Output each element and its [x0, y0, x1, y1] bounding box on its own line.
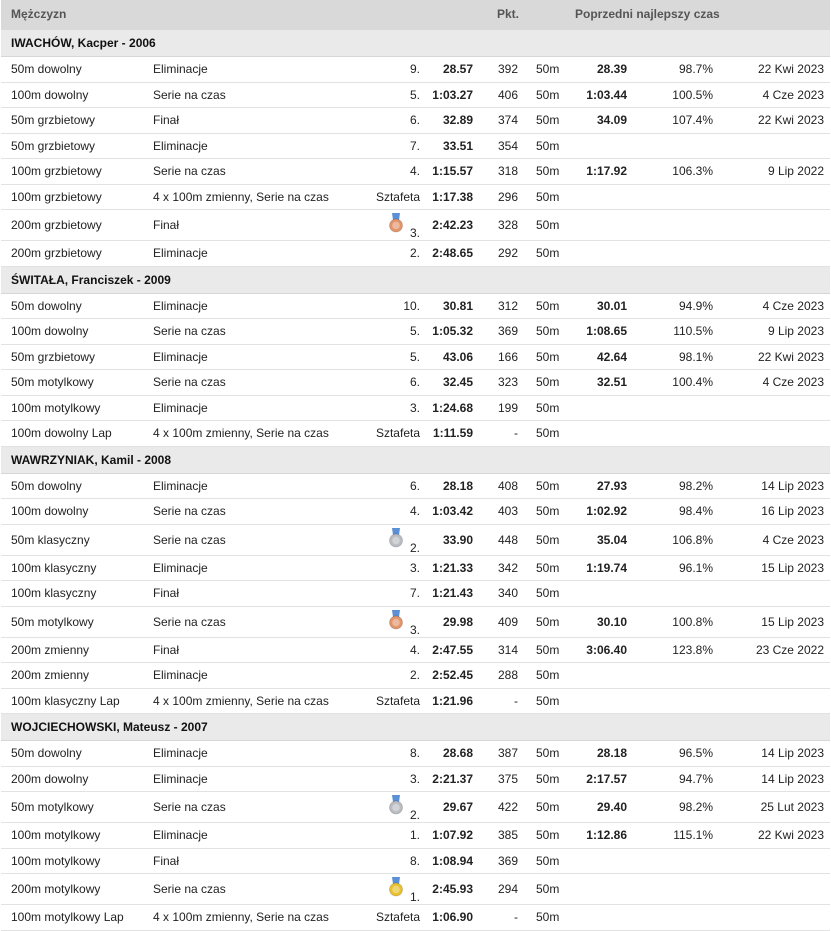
- previous-best-time: 30.01: [596, 298, 627, 313]
- table-row: [1, 741, 830, 767]
- place: 5.: [409, 349, 420, 364]
- previous-best-time: 1:19.74: [586, 560, 627, 575]
- result-time: 1:11.59: [432, 426, 473, 441]
- table-header: [1, 0, 830, 30]
- round-name: Serie na czas: [153, 324, 226, 339]
- pool-length: 50m: [536, 349, 560, 364]
- result-time: 2:21.37: [432, 771, 473, 786]
- round-name: Eliminacje: [153, 349, 208, 364]
- event-name: 100m dowolny: [11, 87, 89, 102]
- place: 2.: [409, 808, 420, 822]
- round-name: Serie na czas: [153, 164, 226, 179]
- previous-best-date: 22 Kwi 2023: [757, 62, 824, 77]
- previous-best-time: 29.40: [596, 800, 627, 814]
- place: 2.: [409, 246, 420, 261]
- pool-length: 50m: [536, 189, 560, 204]
- percent-of-previous: 123.8%: [672, 642, 713, 657]
- points: 328: [497, 218, 518, 232]
- event-name: 100m motylkowy: [11, 853, 101, 868]
- result-time: 1:03.27: [432, 87, 473, 102]
- table-row: [1, 874, 830, 905]
- points: 392: [497, 62, 518, 77]
- place: 3.: [409, 226, 420, 240]
- round-name: 4 x 100m zmienny, Serie na czas: [153, 426, 329, 441]
- place: 6.: [409, 375, 420, 390]
- previous-best-time: 34.09: [596, 113, 627, 128]
- table-row: [1, 581, 830, 607]
- results-table: [1, 0, 830, 931]
- table-row: [1, 823, 830, 849]
- place: 5.: [409, 324, 420, 339]
- result-time: 29.67: [442, 800, 473, 814]
- percent-of-previous: 98.1%: [678, 349, 713, 364]
- round-name: Finał: [153, 853, 180, 868]
- result-time: 28.18: [442, 478, 473, 493]
- round-name: Serie na czas: [153, 504, 226, 519]
- table-body: [1, 30, 830, 931]
- table-row: [1, 474, 830, 500]
- pool-length: 50m: [536, 324, 560, 339]
- points: 294: [497, 882, 518, 896]
- previous-best-date: 22 Kwi 2023: [757, 828, 824, 843]
- percent-of-previous: 94.7%: [678, 771, 713, 786]
- previous-best-date: 14 Lip 2023: [761, 478, 824, 493]
- table-row: [1, 241, 830, 267]
- table-row: [1, 319, 830, 345]
- place: 4.: [409, 642, 420, 657]
- result-time: 1:03.42: [432, 504, 473, 519]
- previous-best-date: 4 Cze 2023: [762, 87, 824, 102]
- pool-length: 50m: [536, 62, 560, 77]
- points: 375: [497, 771, 518, 786]
- place: 8.: [409, 853, 420, 868]
- result-time: 1:24.68: [432, 400, 473, 415]
- previous-best-date: 4 Cze 2023: [762, 298, 824, 313]
- swimmer-name: IWACHÓW, Kacper - 2006: [11, 36, 156, 50]
- percent-of-previous: 100.8%: [672, 614, 713, 629]
- event-name: 50m dowolny: [11, 478, 82, 493]
- place: 7.: [409, 586, 420, 601]
- place: Sztafeta: [375, 693, 420, 708]
- points: 323: [497, 375, 518, 390]
- place: 4.: [409, 164, 420, 179]
- event-name: 50m grzbietowy: [11, 138, 96, 153]
- previous-best-date: 16 Lip 2023: [761, 504, 824, 519]
- previous-best-time: 32.51: [596, 375, 627, 390]
- pool-length: 50m: [536, 400, 560, 415]
- pool-length: 50m: [536, 668, 560, 683]
- previous-best-date: 9 Lip 2023: [767, 324, 824, 339]
- previous-best-time: 2:17.57: [586, 771, 627, 786]
- pool-length: 50m: [536, 882, 560, 896]
- event-name: 100m klasyczny: [11, 586, 97, 601]
- round-name: Serie na czas: [153, 614, 226, 629]
- table-row: [1, 294, 830, 320]
- percent-of-previous: 115.1%: [673, 828, 713, 843]
- result-time: 29.98: [442, 614, 473, 629]
- place: 2.: [409, 540, 420, 555]
- event-name: 100m grzbietowy: [11, 164, 102, 179]
- points: 408: [497, 478, 518, 493]
- pool-length: 50m: [536, 478, 560, 493]
- result-time: 1:21.96: [432, 693, 473, 708]
- event-name: 100m motylkowy Lap: [11, 910, 124, 925]
- points: 342: [497, 560, 518, 575]
- points: 314: [497, 642, 518, 657]
- event-name: 50m motylkowy: [11, 800, 94, 814]
- points: 387: [497, 746, 518, 761]
- round-name: Eliminacje: [153, 400, 208, 415]
- swimmer-name: WAWRZYNIAK, Kamil - 2008: [11, 452, 172, 467]
- result-time: 1:15.57: [432, 164, 473, 179]
- round-name: Eliminacje: [153, 668, 208, 683]
- previous-best-date: 22 Kwi 2023: [757, 349, 824, 364]
- result-time: 2:42.23: [432, 218, 473, 232]
- event-name: 100m motylkowy: [11, 400, 101, 415]
- points: 312: [497, 298, 518, 313]
- round-name: 4 x 100m zmienny, Serie na czas: [153, 910, 329, 925]
- table-row: [1, 767, 830, 793]
- bronze-medal-icon: [389, 213, 403, 233]
- header-gender: Mężczyzn: [11, 7, 67, 21]
- place: 9.: [409, 62, 420, 77]
- previous-best-date: 4 Cze 2023: [762, 375, 824, 390]
- event-name: 100m dowolny: [11, 324, 89, 339]
- swimmer-header: [1, 714, 830, 741]
- round-name: Eliminacje: [153, 828, 208, 843]
- pool-length: 50m: [536, 642, 560, 657]
- place: 8.: [409, 746, 420, 761]
- points: 318: [497, 164, 518, 179]
- event-name: 100m dowolny: [11, 504, 89, 519]
- pool-length: 50m: [536, 853, 560, 868]
- result-time: 30.81: [442, 298, 473, 313]
- percent-of-previous: 110.5%: [673, 324, 713, 339]
- gold-medal-icon: [389, 877, 403, 897]
- event-name: 50m dowolny: [11, 746, 82, 761]
- round-name: Serie na czas: [153, 87, 226, 102]
- points: 340: [497, 586, 518, 601]
- table-row: [1, 663, 830, 689]
- percent-of-previous: 106.3%: [672, 164, 713, 179]
- round-name: Finał: [153, 586, 180, 601]
- place: 3.: [409, 560, 420, 575]
- pool-length: 50m: [536, 504, 560, 519]
- result-time: 33.51: [442, 138, 473, 153]
- previous-best-date: 4 Cze 2023: [762, 532, 824, 547]
- round-name: Finał: [153, 113, 180, 128]
- percent-of-previous: 100.5%: [672, 87, 713, 102]
- percent-of-previous: 98.7%: [678, 62, 713, 77]
- silver-medal-icon: [389, 795, 403, 815]
- result-time: 2:52.45: [432, 668, 473, 683]
- percent-of-previous: 106.8%: [672, 532, 713, 547]
- table-row: [1, 345, 830, 371]
- points: -: [514, 426, 518, 441]
- previous-best-time: 1:03.44: [586, 87, 627, 102]
- result-time: 1:06.90: [432, 910, 473, 925]
- header-previous-best: Poprzedni najlepszy czas: [575, 7, 720, 21]
- previous-best-date: 14 Lip 2023: [761, 746, 824, 761]
- event-name: 200m dowolny: [11, 771, 89, 786]
- round-name: Eliminacje: [153, 746, 208, 761]
- round-name: Eliminacje: [153, 298, 208, 313]
- previous-best-date: 22 Kwi 2023: [757, 113, 824, 128]
- bronze-medal-icon: [389, 610, 403, 630]
- percent-of-previous: 96.5%: [678, 746, 713, 761]
- table-row: [1, 556, 830, 582]
- result-time: 1:07.92: [432, 828, 473, 843]
- points: 448: [497, 532, 518, 547]
- place: 3.: [409, 622, 420, 637]
- round-name: 4 x 100m zmienny, Serie na czas: [153, 693, 329, 708]
- table-row: [1, 134, 830, 160]
- previous-best-time: 3:06.40: [586, 642, 627, 657]
- place: 3.: [409, 400, 420, 415]
- points: 385: [497, 828, 518, 843]
- event-name: 100m klasyczny: [11, 560, 97, 575]
- event-name: 50m dowolny: [11, 62, 82, 77]
- round-name: Eliminacje: [153, 771, 208, 786]
- table-row: [1, 689, 830, 715]
- round-name: Eliminacje: [153, 560, 208, 575]
- pool-length: 50m: [536, 138, 560, 153]
- pool-length: 50m: [536, 828, 560, 843]
- pool-length: 50m: [536, 693, 560, 708]
- result-time: 1:17.38: [432, 189, 473, 204]
- header-points: Pkt.: [497, 7, 520, 21]
- swimmer-name: ŚWITAŁA, Franciszek - 2009: [11, 272, 171, 287]
- event-name: 50m dowolny: [11, 298, 82, 313]
- previous-best-time: 28.39: [596, 62, 627, 77]
- round-name: Serie na czas: [153, 375, 226, 390]
- points: 369: [497, 324, 518, 339]
- previous-best-time: 1:12.86: [586, 828, 627, 843]
- table-row: [1, 57, 830, 83]
- place: 5.: [409, 87, 420, 102]
- event-name: 200m zmienny: [11, 642, 90, 657]
- swimmer-header: [1, 30, 830, 57]
- event-name: 200m grzbietowy: [11, 246, 102, 261]
- percent-of-previous: 98.2%: [678, 800, 713, 814]
- result-time: 2:47.55: [432, 642, 473, 657]
- result-time: 1:21.33: [432, 560, 473, 575]
- event-name: 50m grzbietowy: [11, 113, 96, 128]
- result-time: 32.45: [442, 375, 473, 390]
- event-name: 50m motylkowy: [11, 375, 94, 390]
- pool-length: 50m: [536, 532, 560, 547]
- pool-length: 50m: [536, 800, 560, 814]
- table-row: [1, 792, 830, 823]
- percent-of-previous: 96.1%: [678, 560, 713, 575]
- result-time: 32.89: [442, 113, 473, 128]
- place: 6.: [409, 113, 420, 128]
- round-name: Finał: [153, 642, 180, 657]
- percent-of-previous: 98.2%: [678, 478, 713, 493]
- place: 4.: [409, 504, 420, 519]
- pool-length: 50m: [536, 560, 560, 575]
- points: -: [514, 910, 518, 925]
- round-name: Serie na czas: [153, 800, 226, 814]
- round-name: Eliminacje: [153, 478, 208, 493]
- result-time: 43.06: [442, 349, 473, 364]
- pool-length: 50m: [536, 910, 560, 925]
- table-row: [1, 370, 830, 396]
- event-name: 50m grzbietowy: [11, 349, 96, 364]
- table-row: [1, 607, 830, 638]
- table-row: [1, 210, 830, 241]
- swimmer-header: [1, 267, 830, 294]
- place: 10.: [403, 298, 420, 313]
- previous-best-time: 35.04: [596, 532, 627, 547]
- previous-best-date: 14 Lip 2023: [761, 771, 824, 786]
- table-row: [1, 905, 830, 931]
- points: 296: [497, 189, 518, 204]
- table-row: [1, 499, 830, 525]
- previous-best-time: 28.18: [596, 746, 627, 761]
- event-name: 100m dowolny Lap: [11, 426, 112, 441]
- swimmer-name: WOJCIECHOWSKI, Mateusz - 2007: [11, 720, 208, 734]
- round-name: Eliminacje: [153, 138, 208, 153]
- pool-length: 50m: [536, 746, 560, 761]
- result-time: 28.57: [442, 62, 473, 77]
- points: 403: [497, 504, 518, 519]
- points: 406: [497, 87, 518, 102]
- pool-length: 50m: [536, 375, 560, 390]
- previous-best-time: 27.93: [596, 478, 627, 493]
- result-time: 28.68: [442, 746, 473, 761]
- table-row: [1, 421, 830, 447]
- previous-best-time: 42.64: [596, 349, 627, 364]
- points: 409: [497, 614, 518, 629]
- place: 7.: [409, 138, 420, 153]
- place: Sztafeta: [375, 426, 420, 441]
- place: Sztafeta: [375, 910, 420, 925]
- pool-length: 50m: [536, 426, 560, 441]
- event-name: 200m motylkowy: [11, 882, 101, 896]
- pool-length: 50m: [536, 771, 560, 786]
- table-row: [1, 849, 830, 875]
- table-row: [1, 185, 830, 211]
- round-name: 4 x 100m zmienny, Serie na czas: [153, 189, 329, 204]
- event-name: 200m zmienny: [11, 668, 90, 683]
- table-row: [1, 108, 830, 134]
- event-name: 100m motylkowy: [11, 828, 101, 843]
- pool-length: 50m: [536, 586, 560, 601]
- percent-of-previous: 107.4%: [672, 113, 713, 128]
- round-name: Finał: [153, 218, 180, 232]
- points: 288: [497, 668, 518, 683]
- table-row: [1, 525, 830, 556]
- percent-of-previous: 94.9%: [678, 298, 713, 313]
- previous-best-time: 1:02.92: [586, 504, 627, 519]
- previous-best-time: 1:17.92: [586, 164, 627, 179]
- place: 1.: [409, 828, 420, 843]
- points: 166: [497, 349, 518, 364]
- table-row: [1, 83, 830, 109]
- swimmer-header: [1, 447, 830, 474]
- table-row: [1, 396, 830, 422]
- pool-length: 50m: [536, 218, 560, 232]
- previous-best-date: 15 Lip 2023: [761, 614, 824, 629]
- event-name: 100m klasyczny Lap: [11, 693, 120, 708]
- table-row: [1, 638, 830, 664]
- points: 374: [497, 113, 518, 128]
- result-time: 2:45.93: [432, 882, 473, 896]
- pool-length: 50m: [536, 87, 560, 102]
- percent-of-previous: 100.4%: [672, 375, 713, 390]
- previous-best-date: 25 Lut 2023: [760, 800, 824, 814]
- pool-length: 50m: [536, 164, 560, 179]
- percent-of-previous: 98.4%: [678, 504, 713, 519]
- result-time: 1:05.32: [432, 324, 473, 339]
- previous-best-date: 23 Cze 2022: [755, 642, 824, 657]
- points: 422: [497, 800, 518, 814]
- previous-best-date: 15 Lip 2023: [761, 560, 824, 575]
- place: 6.: [409, 478, 420, 493]
- points: -: [514, 693, 518, 708]
- result-time: 2:48.65: [432, 246, 473, 261]
- previous-best-time: 30.10: [596, 614, 627, 629]
- round-name: Serie na czas: [153, 882, 226, 896]
- pool-length: 50m: [536, 298, 560, 313]
- place: Sztafeta: [375, 189, 420, 204]
- round-name: Serie na czas: [153, 532, 226, 547]
- previous-best-time: 1:08.65: [586, 324, 627, 339]
- place: 2.: [409, 668, 420, 683]
- pool-length: 50m: [536, 614, 560, 629]
- pool-length: 50m: [536, 246, 560, 261]
- points: 354: [497, 138, 518, 153]
- place: 3.: [409, 771, 420, 786]
- event-name: 50m klasyczny: [11, 532, 90, 547]
- round-name: Eliminacje: [153, 246, 208, 261]
- pool-length: 50m: [536, 113, 560, 128]
- result-time: 1:21.43: [432, 586, 473, 601]
- table-row: [1, 159, 830, 185]
- round-name: Eliminacje: [153, 62, 208, 77]
- points: 369: [497, 853, 518, 868]
- points: 292: [497, 246, 518, 261]
- result-time: 33.90: [442, 532, 473, 547]
- event-name: 200m grzbietowy: [11, 218, 102, 232]
- previous-best-date: 9 Lip 2022: [767, 164, 824, 179]
- place: 1.: [409, 890, 420, 904]
- event-name: 100m grzbietowy: [11, 189, 102, 204]
- result-time: 1:08.94: [432, 853, 473, 868]
- points: 199: [497, 400, 518, 415]
- event-name: 50m motylkowy: [11, 614, 94, 629]
- silver-medal-icon: [389, 528, 403, 548]
